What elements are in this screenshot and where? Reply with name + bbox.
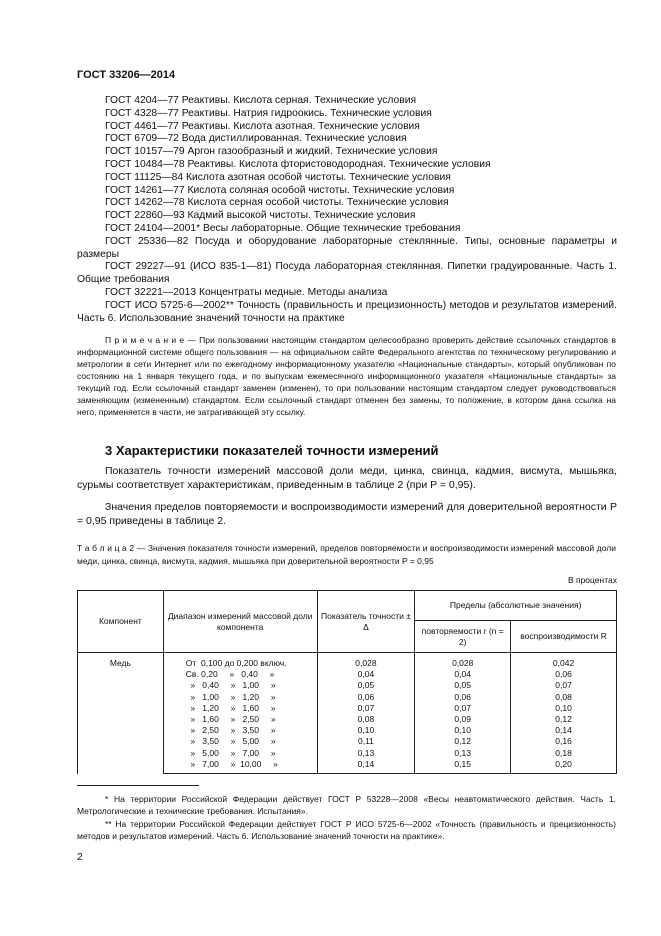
cell-repeatability: 0,10 (415, 725, 511, 736)
footnote-1: * На территории Российской Федерации действует ГОСТ Р 53228—2008 «Весы неавтоматического действия. Часть 1. Метрологические и технические требования. Испытания». (77, 794, 616, 817)
cell-reproducibility: 0,08 (511, 692, 617, 703)
reference-item: ГОСТ 4328—77 Реактивы. Натрия гидроокись. Технические условия (105, 107, 432, 119)
reference-item: ГОСТ 10157—79 Аргон газообразный и жидкий. Технические условия (105, 146, 438, 158)
reference-item: ГОСТ 14261—77 Кислота соляная особой чистоты. Технические условия (105, 184, 455, 196)
reference-item: ГОСТ 11125—84 Кислота азотная особой чистоты. Технические условия (105, 171, 451, 183)
cell-repeatability: 0,13 (415, 748, 511, 759)
cell-accuracy: 0,05 (317, 680, 415, 691)
reference-item: ГОСТ 24104—2001* Весы лабораторные. Общие технические требования (105, 222, 461, 234)
accuracy-table (77, 590, 617, 774)
document-header: ГОСТ 33206—2014 (77, 69, 176, 81)
cell-repeatability: 0,12 (415, 736, 511, 747)
reference-item: ГОСТ 4461—77 Реактивы. Кислота азотная. Технические условия (105, 120, 420, 132)
cell-accuracy: 0,06 (317, 692, 415, 703)
reference-item: ГОСТ ИСО 5725-6—2002** Точность (правильность и прецизионность) методов и результатов измерений. Часть 6. Использование значений точности на практике (77, 299, 617, 324)
header-range: Диапазон измерений массовой доли компонента (163, 591, 317, 653)
reference-item: ГОСТ 29227—91 (ИСО 835-1—81) Посуда лабораторная стеклянная. Пипетки градуированные. Часть 1. Общие требования (77, 261, 617, 286)
cell-range: » 5,00 » 7,00 » (163, 748, 317, 759)
cell-reproducibility: 0,10 (511, 703, 617, 714)
cell-accuracy: 0,13 (317, 748, 415, 759)
cell-accuracy: 0,028 (317, 653, 415, 670)
cell-reproducibility: 0,042 (511, 653, 617, 670)
cell-repeatability: 0,028 (415, 653, 511, 670)
cell-reproducibility: 0,16 (511, 736, 617, 747)
cell-range: » 1,00 » 1,20 » (163, 692, 317, 703)
reference-item: ГОСТ 6709—72 Вода дистиллированная. Технические условия (105, 133, 407, 145)
cell-range: От 0,100 до 0,200 включ. (163, 653, 317, 670)
cell-range: Св. 0,20 » 0,40 » (163, 669, 317, 680)
header-reproducibility: воспроизводимости R (511, 621, 617, 653)
cell-accuracy: 0,10 (317, 725, 415, 736)
cell-range: » 7,00 » 10,00 » (163, 759, 317, 774)
cell-accuracy: 0,08 (317, 714, 415, 725)
cell-repeatability: 0,09 (415, 714, 511, 725)
header-component: Компонент (78, 591, 164, 653)
table-caption: Т а б л и ц а 2 — Значения показателя точности измерений, пределов повторяемости и воспроизводимости измерений массовой доли меди, цинка, свинца, висмута, кадмия, мышьяка при доверительной вероятности P = 0,95 (77, 543, 616, 566)
cell-accuracy: 0,14 (317, 759, 415, 774)
table-unit: В процентах (567, 575, 617, 585)
reference-item: ГОСТ 32221—2013 Концентраты медные. Методы анализа (105, 286, 388, 298)
cell-range: » 1,20 » 1,60 » (163, 703, 317, 714)
cell-reproducibility: 0,07 (511, 680, 617, 691)
cell-repeatability: 0,07 (415, 703, 511, 714)
cell-repeatability: 0,05 (415, 680, 511, 691)
cell-component: Медь (78, 653, 164, 774)
cell-reproducibility: 0,18 (511, 748, 617, 759)
cell-reproducibility: 0,14 (511, 725, 617, 736)
paragraph-accuracy: Показатель точности измерений массовой доли меди, цинка, свинца, кадмия, висмута, мышьяка, сурьмы соответствует характеристикам, приведенным в таблице 2 (при P = 0,95). (77, 465, 617, 491)
cell-reproducibility: 0,06 (511, 669, 617, 680)
footnote-divider (77, 785, 199, 786)
cell-range: » 2,50 » 3,50 » (163, 725, 317, 736)
reference-item: ГОСТ 4204—77 Реактивы. Кислота серная. Технические условия (105, 95, 417, 106)
reference-item: ГОСТ 22860—93 Кадмий высокой чистоты. Технические условия (105, 210, 416, 222)
cell-reproducibility: 0,12 (511, 714, 617, 725)
cell-accuracy: 0,04 (317, 669, 415, 680)
cell-repeatability: 0,15 (415, 759, 511, 774)
cell-repeatability: 0,06 (415, 692, 511, 703)
normative-references-list (77, 95, 617, 325)
cell-accuracy: 0,07 (317, 703, 415, 714)
cell-range: » 0,40 » 1,00 » (163, 680, 317, 691)
paragraph-limits: Значения пределов повторяемости и воспроизводимости измерений для доверительной вероятности P = 0,95 приведены в таблице 2. (77, 501, 617, 527)
reference-item: ГОСТ 25336—82 Посуда и оборудование лабораторные стеклянные. Типы, основные параметры и размеры (77, 235, 617, 260)
header-accuracy: Показатель точности ± Δ (317, 591, 415, 653)
cell-repeatability: 0,04 (415, 669, 511, 680)
cell-range: » 1,60 » 2,50 » (163, 714, 317, 725)
reference-item: ГОСТ 14262—78 Кислота серная особой чистоты. Технические условия (105, 197, 449, 209)
header-limits: Пределы (абсолютные значения) (415, 591, 617, 621)
page-number: 2 (77, 851, 83, 863)
references-note: П р и м е ч а н и е — При пользовании настоящим стандартом целесообразно проверить действие ссылочных стандартов в информационной системе общего пользования — на официальном сайте Федерального агентства по техническому регулированию и метрологии в сети Интернет или по ежегодному информационному указателю «Национальные стандарты», который опубликован по состоянию на 1 января текущего года, и по выпускам ежемесячного информационного указателя «Национальные стандарты» за текущий год. Если ссылочный стандарт заменен (изменен), то при пользовании настоящим стандартом следует руководствоваться заменяющим (измененным) стандартом. Если ссылочный стандарт отменен без замены, то положение, в котором дана ссылка на него, применяется в части, не затрагивающей эту ссылку. (77, 335, 616, 417)
cell-reproducibility: 0,20 (511, 759, 617, 774)
reference-item: ГОСТ 10484—78 Реактивы. Кислота фтористоводородная. Технические условия (105, 158, 491, 170)
header-repeatability: повторяемости r (n = 2) (415, 621, 511, 653)
table-row (78, 653, 617, 670)
cell-accuracy: 0,11 (317, 736, 415, 747)
cell-range: » 3,50 » 5,00 » (163, 736, 317, 747)
section-heading: 3 Характеристики показателей точности измерений (105, 443, 439, 458)
footnote-2: ** На территории Российской Федерации действует ГОСТ Р ИСО 5725-6—2002 «Точность (правильность и прецизионность) методов и результатов измерений. Часть 6. Использование значений точности на практике». (77, 819, 616, 842)
